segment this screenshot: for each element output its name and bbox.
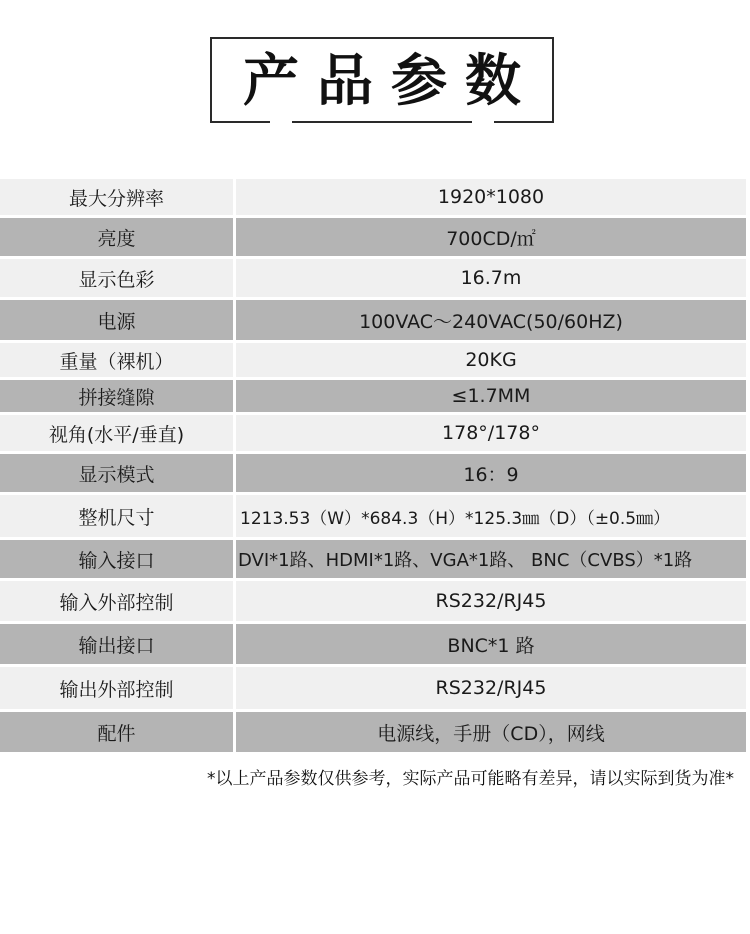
spec-value: 16.7m (236, 259, 746, 297)
spec-row-power (0, 300, 746, 340)
spec-row-resolution (0, 179, 746, 215)
spec-row-display-mode (0, 454, 746, 492)
spec-value: 1920*1080 (236, 179, 746, 215)
spec-row-brightness (0, 218, 746, 256)
spec-label: 亮度 (0, 218, 233, 256)
spec-value: RS232/RJ45 (236, 667, 746, 709)
spec-value: 700CD/㎡ (236, 218, 746, 256)
spec-label: 输入外部控制 (0, 581, 233, 621)
spec-row-color (0, 259, 746, 297)
spec-row-dimensions (0, 495, 746, 537)
spec-row-accessories (0, 712, 746, 752)
spec-label: 显示模式 (0, 454, 233, 492)
spec-value: RS232/RJ45 (236, 581, 746, 621)
spec-label: 配件 (0, 712, 233, 752)
spec-label: 输入接口 (0, 540, 233, 578)
spec-label: 显示色彩 (0, 259, 233, 297)
spec-label: 拼接缝隙 (0, 380, 233, 412)
spec-value: BNC*1 路 (236, 624, 746, 664)
frame-gap-right (472, 119, 494, 124)
spec-row-bezel-gap (0, 380, 746, 412)
spec-label: 整机尺寸 (0, 495, 233, 537)
spec-value: 电源线，手册（CD），网线 (236, 712, 746, 752)
spec-value: 1213.53（W）*684.3（H）*125.3㎜（D）（±0.5㎜） (236, 495, 746, 537)
spec-label: 输出接口 (0, 624, 233, 664)
frame-gap-left (270, 119, 292, 124)
spec-value: 178°/178° (236, 415, 746, 451)
spec-value: ≤1.7MM (236, 380, 746, 412)
spec-label: 电源 (0, 300, 233, 340)
spec-label: 最大分辨率 (0, 179, 233, 215)
spec-table (0, 179, 746, 755)
spec-row-input-control (0, 581, 746, 621)
page-title: 产品参数 (243, 49, 539, 114)
spec-value: DVI*1路、HDMI*1路、VGA*1路、 BNC（CVBS）*1路 (236, 540, 746, 578)
spec-row-viewing-angle (0, 415, 746, 451)
spec-value: 20KG (236, 343, 746, 377)
spec-row-output-control (0, 667, 746, 709)
disclaimer-footnote: *以上产品参数仅供参考，实际产品可能略有差异，请以实际到货为准* (207, 769, 734, 789)
spec-value: 100VAC～240VAC(50/60HZ) (236, 300, 746, 340)
spec-row-weight (0, 343, 746, 377)
title-frame (210, 37, 554, 123)
spec-label: 视角(水平/垂直) (0, 415, 233, 451)
spec-label: 输出外部控制 (0, 667, 233, 709)
spec-label: 重量（裸机） (0, 343, 233, 377)
spec-row-input-ports (0, 540, 746, 578)
spec-row-output-ports (0, 624, 746, 664)
spec-value: 16：9 (236, 454, 746, 492)
